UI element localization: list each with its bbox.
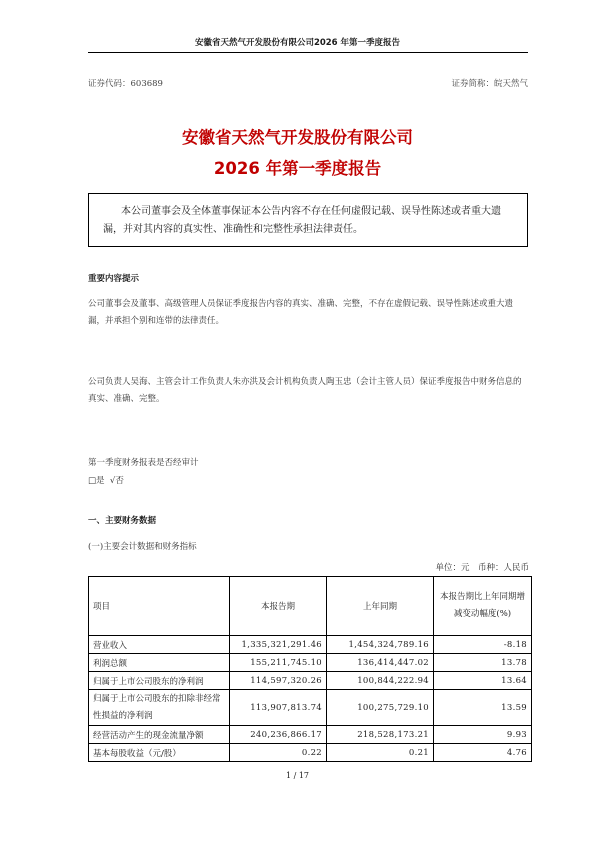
current-value: 114,597,320.26	[230, 672, 327, 690]
change-pct: 13.64	[434, 672, 532, 690]
prior-value: 100,844,222.94	[327, 672, 434, 690]
current-value: 240,236,866.17	[230, 726, 327, 744]
header-current-period: 本报告期	[230, 577, 327, 636]
financial-data-table	[88, 576, 532, 762]
header-prior-period: 上年同期	[327, 577, 434, 636]
prior-value: 218,528,173.21	[327, 726, 434, 744]
prior-value: 136,414,447.02	[327, 654, 434, 672]
table-row	[89, 744, 532, 762]
table-row	[89, 636, 532, 654]
row-label: 营业收入	[89, 636, 230, 654]
current-value: 155,211,745.10	[230, 654, 327, 672]
row-label: 归属于上市公司股东的净利润	[89, 672, 230, 690]
important-paragraph-1: 公司董事会及董事、高级管理人员保证季度报告内容的真实、准确、完整，不存在虚假记载、误导性陈述或重大遗漏，并承担个别和连带的法律责任。	[88, 299, 514, 326]
change-pct: 13.59	[434, 690, 532, 726]
prior-value: 0.21	[327, 744, 434, 762]
header-rule	[88, 52, 528, 53]
current-value: 0.22	[230, 744, 327, 762]
audit-question: 第一季度财务报表是否经审计	[88, 458, 199, 468]
table-row	[89, 690, 532, 726]
row-label: 利润总额	[89, 654, 230, 672]
table-row	[89, 726, 532, 744]
header-change-pct: 本报告期比上年同期增减变动幅度(%)	[434, 577, 532, 636]
section-1-heading: 一、主要财务数据	[88, 516, 157, 526]
change-pct: 4.76	[434, 744, 532, 762]
table-header-row	[89, 577, 532, 636]
stock-code: 证券代码：603689	[88, 79, 163, 89]
table-row	[89, 672, 532, 690]
running-header: 安徽省天然气开发股份有限公司2026 年第一季度报告	[194, 38, 401, 48]
row-label: 基本每股收益（元/股）	[89, 744, 230, 762]
page-number: 1 / 17	[285, 771, 310, 780]
row-label: 经营活动产生的现金流量净额	[89, 726, 230, 744]
company-title: 安徽省天然气开发股份有限公司	[182, 128, 413, 147]
current-value: 1,335,321,291.46	[230, 636, 327, 654]
current-value: 113,907,813.74	[230, 690, 327, 726]
section-1-subheading: (一)主要会计数据和财务指标	[88, 542, 197, 552]
row-label: 归属于上市公司股东的扣除非经常性损益的净利润	[89, 690, 230, 726]
board-notice-box	[88, 193, 528, 247]
stock-name: 证券简称：皖天然气	[451, 79, 528, 89]
board-notice-text: 本公司董事会及全体董事保证本公告内容不存在任何虚假记载、误导性陈述或者重大遗漏，并对其内容的真实性、准确性和完整性承担法律责任。	[103, 206, 501, 235]
change-pct: 13.78	[434, 654, 532, 672]
change-pct: -8.18	[434, 636, 532, 654]
prior-value: 1,454,324,789.16	[327, 636, 434, 654]
table-row	[89, 654, 532, 672]
prior-value: 100,275,729.10	[327, 690, 434, 726]
change-pct: 9.93	[434, 726, 532, 744]
important-heading: 重要内容提示	[88, 274, 140, 284]
important-paragraph-2: 公司负责人吴海、主管会计工作负责人朱亦洪及会计机构负责人陶玉忠（会计主管人员）保证季度报告中财务信息的真实、准确、完整。	[88, 377, 522, 404]
unit-note: 单位：元 币种：人民币	[435, 563, 529, 573]
header-item: 项目	[89, 577, 230, 636]
audit-answer: □是 √否	[88, 476, 124, 486]
report-title: 2026 年第一季度报告	[213, 159, 382, 178]
